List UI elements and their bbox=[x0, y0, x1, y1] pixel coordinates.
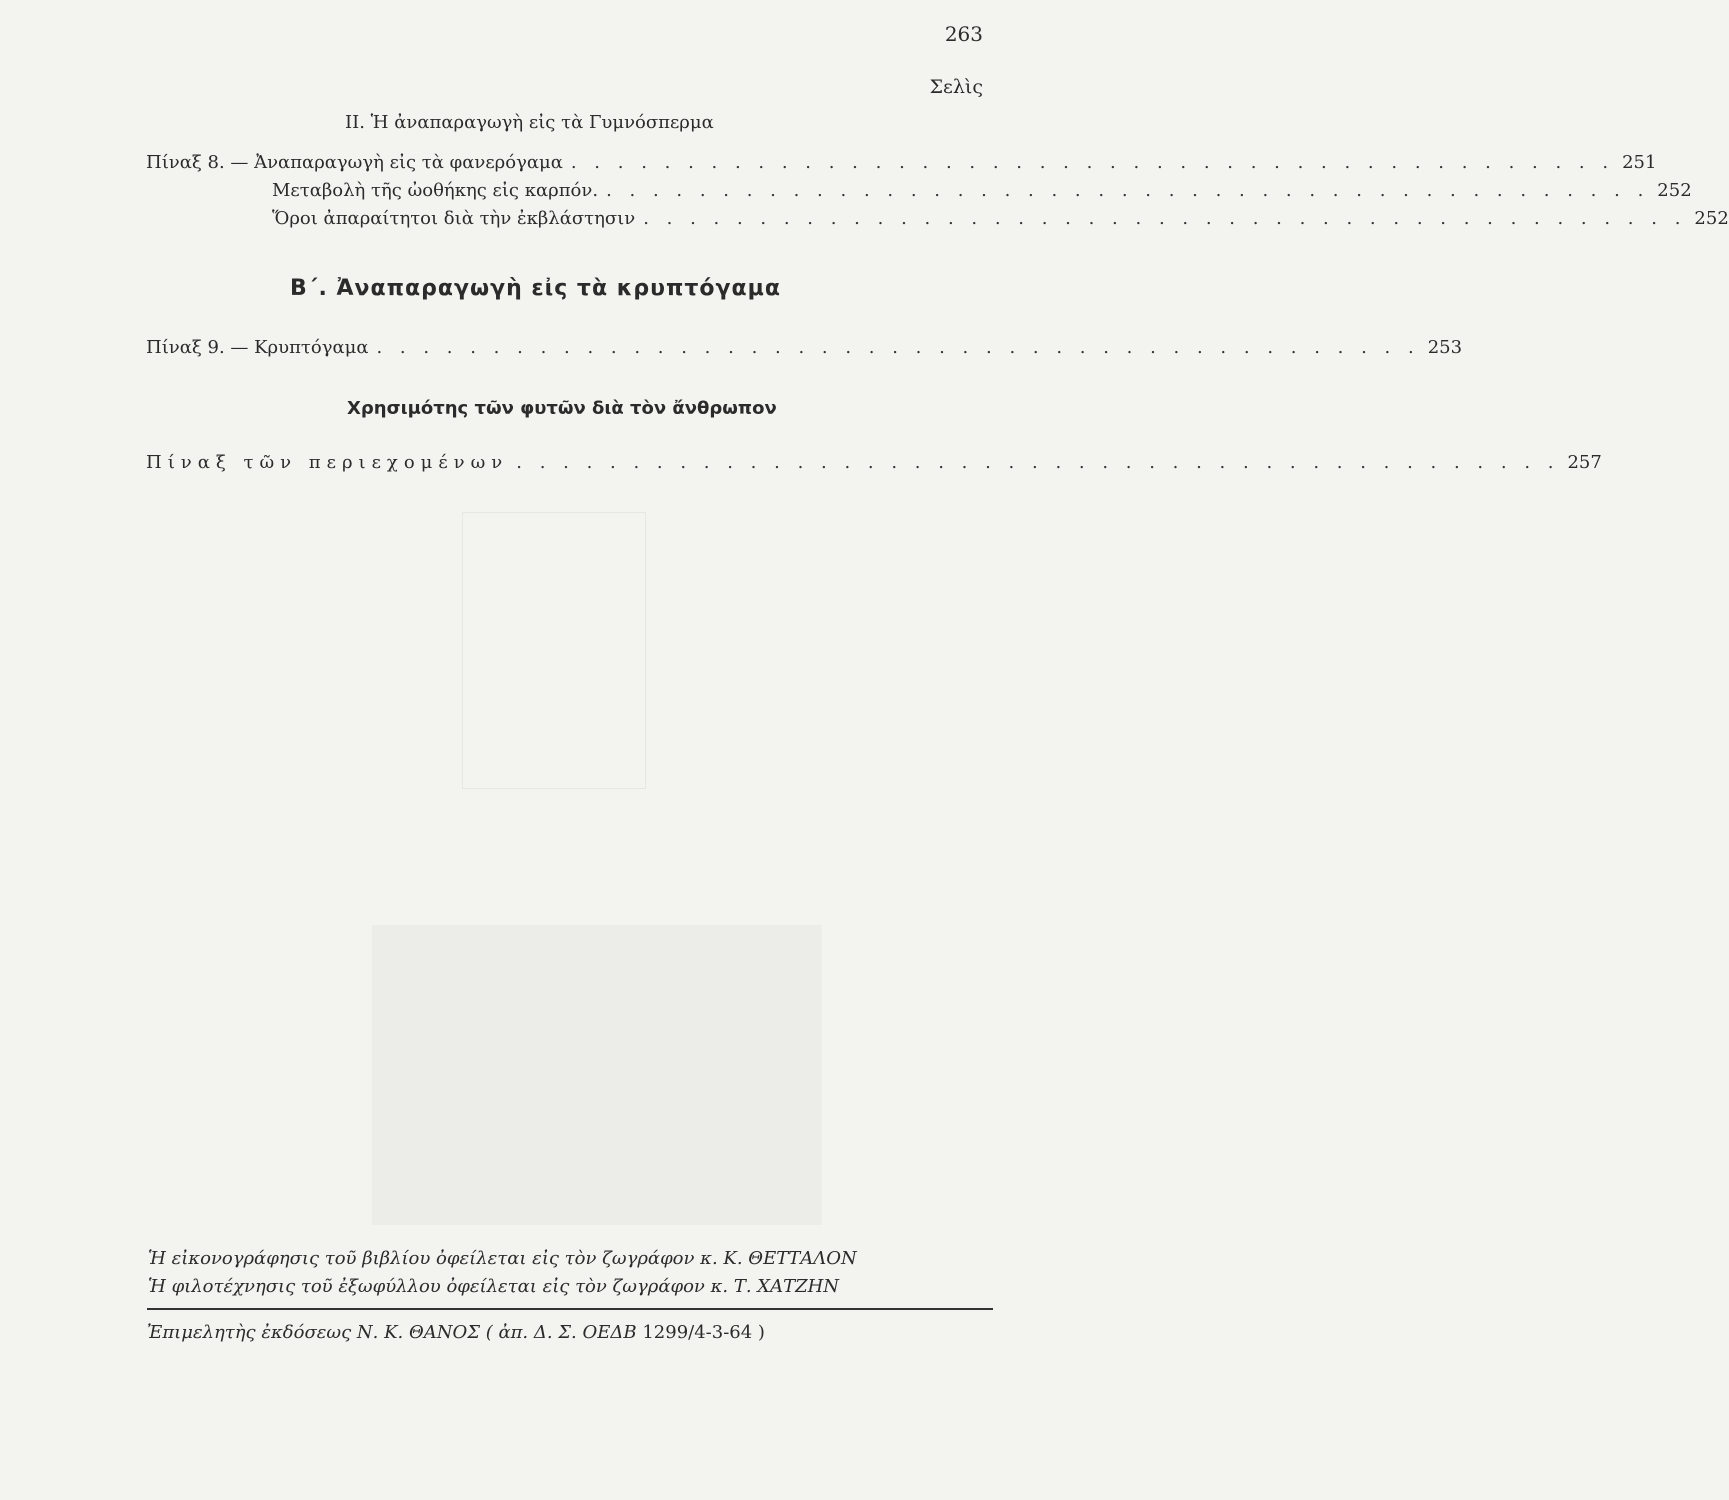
page-number: 263 bbox=[944, 22, 983, 46]
toc-entry bbox=[272, 180, 1692, 201]
toc-entry-label: Μεταβολὴ τῆς ὠοθήκης εἰς καρπόν. bbox=[272, 180, 599, 201]
toc-entry bbox=[272, 208, 1729, 229]
toc-entry-page: 252 bbox=[1657, 180, 1692, 201]
bleed-through-image bbox=[372, 925, 822, 1225]
page-column-header: Σελὶς bbox=[929, 76, 983, 98]
illustration-credit: Ἡ εἰκονογράφησις τοῦ βιβλίου ὀφείλεται εἰς τὸν ζωγράφον κ. Κ. ΘΕΤΤΑΛΟΝ bbox=[148, 1248, 857, 1269]
toc-entry-page: 252 bbox=[1694, 208, 1729, 229]
toc-entry-label: Πίναξ 8. — Ἀναπαραγωγὴ εἰς τὰ φανερόγαμα bbox=[146, 152, 563, 173]
toc-leader: . . . . . . . . . . . . . . . . . . . . . . . . . . . . . . . . . . . . . . . . . . . . . bbox=[516, 452, 1560, 473]
toc-entry-label: Ὅροι ἀπαραίτητοι διὰ τὴν ἐκβλάστησιν bbox=[272, 208, 636, 229]
bleed-through-frame bbox=[462, 512, 646, 789]
toc-entry-page: 251 bbox=[1622, 152, 1657, 173]
toc-entry-label: Πίναξ τῶν περιεχομένων bbox=[146, 452, 509, 473]
toc-entry-page: 253 bbox=[1427, 337, 1463, 358]
editor-line bbox=[147, 1322, 765, 1343]
toc-leader: . . . . . . . . . . . . . . . . . . . . . . . . . . . . . . . . . . . . . . . . . . . . . bbox=[606, 180, 1650, 201]
toc-leader: . . . . . . . . . . . . . . . . . . . . . . . . . . . . . . . . . . . . . . . . . . . . . bbox=[570, 152, 1615, 173]
subheading-gymnosperms: ΙΙ. Ἡ ἀναπαραγωγὴ εἰς τὰ Γυμνόσπερμα bbox=[345, 112, 714, 133]
cover-credit: Ἡ φιλοτέχνησις τοῦ ἐξωφύλλου ὀφείλεται εἰς τὸν ζωγράφον κ. Τ. ΧΑΤΖΗΝ bbox=[148, 1276, 840, 1297]
editor-text: Ἐπιμελητὴς ἐκδόσεως Ν. Κ. ΘΑΝΟΣ ( ἀπ. Δ. Σ. ΟΕΔΒ bbox=[147, 1322, 637, 1343]
editor-reference: 1299/4-3-64 ) bbox=[642, 1322, 765, 1343]
toc-leader: . . . . . . . . . . . . . . . . . . . . . . . . . . . . . . . . . . . . . . . . . . . . . bbox=[643, 208, 1687, 229]
section-title-cryptogams: Β΄. Ἀναπαραγωγὴ εἰς τὰ κρυπτόγαμα bbox=[290, 276, 781, 301]
divider bbox=[147, 1308, 993, 1310]
toc-entry-page: 257 bbox=[1567, 452, 1602, 473]
toc-entry bbox=[146, 337, 1463, 358]
toc-entry bbox=[146, 152, 1657, 173]
toc-leader: . . . . . . . . . . . . . . . . . . . . . . . . . . . . . . . . . . . . . . . . . . . . . bbox=[376, 337, 1420, 358]
toc-entry bbox=[146, 452, 1602, 473]
section-title-usefulness: Χρησιμότης τῶν φυτῶν διὰ τὸν ἄνθρωπον bbox=[347, 398, 777, 419]
toc-entry-label: Πίναξ 9. — Κρυπτόγαμα bbox=[146, 337, 369, 358]
